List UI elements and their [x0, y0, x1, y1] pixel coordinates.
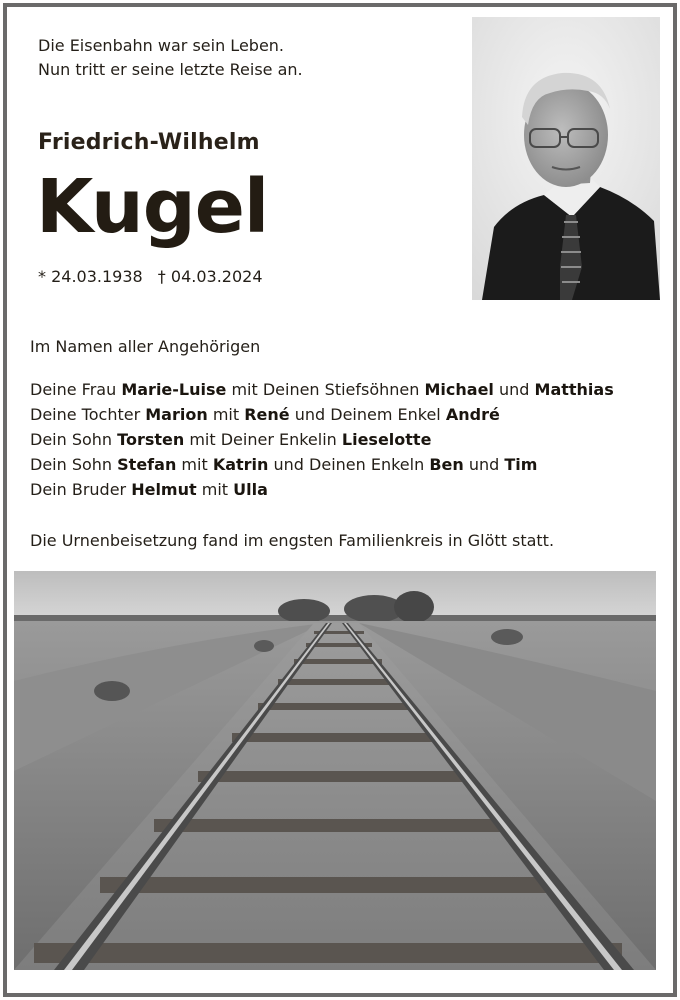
railway-tracks-photo — [14, 571, 656, 970]
family-line-3: Dein Sohn Torsten mit Deiner Enkelin Lieselotte — [30, 430, 432, 449]
first-name: Friedrich-Wilhelm — [38, 130, 260, 155]
family-name: Ben — [429, 455, 464, 474]
family-name: André — [445, 405, 500, 424]
family-name: Stefan — [117, 455, 177, 474]
family-name: Torsten — [117, 430, 185, 449]
family-name: Michael — [424, 380, 494, 399]
portrait-photo — [472, 17, 660, 300]
burial-note: Die Urnenbeisetzung fand im engsten Familienkreis in Glött statt. — [30, 531, 555, 550]
memorial-quote — [38, 34, 303, 82]
family-name: Ulla — [233, 480, 268, 499]
family-line-4: Dein Sohn Stefan mit Katrin und Deinen Enkeln Ben und Tim — [30, 455, 538, 474]
family-name: Helmut — [131, 480, 197, 499]
family-name: René — [244, 405, 290, 424]
last-name: Kugel — [36, 164, 269, 250]
family-name: Matthias — [534, 380, 614, 399]
quote-line-1: Die Eisenbahn war sein Leben. — [38, 36, 285, 55]
birth-date: * 24.03.1938 — [38, 267, 143, 286]
family-name: Tim — [504, 455, 538, 474]
family-line-2: Deine Tochter Marion mit René und Deinem Enkel André — [30, 405, 500, 424]
family-name: Katrin — [212, 455, 269, 474]
mourners-intro: Im Namen aller Angehörigen — [30, 337, 261, 356]
family-list — [30, 377, 614, 502]
family-line-1: Deine Frau Marie-Luise mit Deinen Stiefsöhnen Michael und Matthias — [30, 380, 614, 399]
family-name: Marie-Luise — [121, 380, 227, 399]
family-line-5: Dein Bruder Helmut mit Ulla — [30, 480, 268, 499]
death-date: † 04.03.2024 — [157, 267, 263, 286]
family-name: Marion — [145, 405, 208, 424]
life-dates — [38, 267, 273, 286]
family-name: Lieselotte — [341, 430, 432, 449]
quote-line-2: Nun tritt er seine letzte Reise an. — [38, 60, 303, 79]
